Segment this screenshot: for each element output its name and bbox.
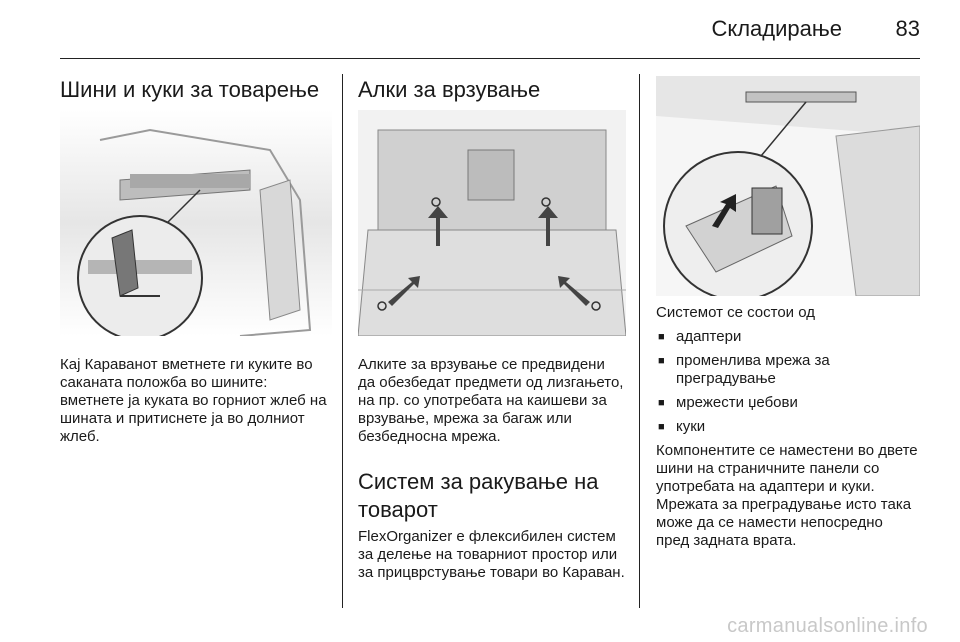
section-title: Складирање [711, 16, 842, 41]
column-rails-hooks [60, 76, 332, 446]
page-number: 83 [895, 16, 920, 41]
list-item: ■ адаптери [656, 328, 920, 346]
list-item: ■ променлива мрежа за преградување [656, 352, 920, 388]
illustration-lashing-eyes [358, 110, 626, 336]
body-text: Кај Караванот вметнете ги куките во саканата положба во шините: вметнете ја куката во горниот жлеб на шината и притиснете ја во долниот жлеб. [60, 356, 327, 445]
body-text: Компонентите се наместени во двете шини на страничните панели со употребата на адаптери и куки. Мрежата за преградување исто така може да се намести непосредно пред задната врата. [656, 442, 918, 549]
header-rule [60, 58, 920, 59]
section-heading: Шини и куки за товарење [60, 77, 320, 102]
list-item: ■ куки [656, 418, 920, 436]
column-lashing-eyes [358, 76, 626, 582]
body-text: FlexOrganizer е флексибилен систем за делење на товарниот простор или за прицврстување товари во Караван. [358, 528, 625, 581]
section-heading: Систем за ракување на товарот [358, 469, 599, 522]
component-list [656, 328, 920, 436]
column-divider [639, 74, 640, 608]
section-heading: Алки за врзување [358, 77, 541, 102]
body-text: Алките за врзување се предвидени да обезбедат предмети од лизгањето, на пр. со употребата на каишеви за врзување, мрежа за багаж или безбедносна мрежа. [358, 356, 624, 445]
illustration-flexorganizer-adapter [656, 76, 920, 296]
column-flexorganizer [656, 76, 920, 550]
list-item: ■ мрежести џебови [656, 394, 920, 412]
body-text: Системот се состои од [656, 304, 815, 321]
column-divider [342, 74, 343, 608]
watermark: carmanualsonline.info [727, 615, 928, 637]
illustration-rail-hook [60, 110, 332, 336]
